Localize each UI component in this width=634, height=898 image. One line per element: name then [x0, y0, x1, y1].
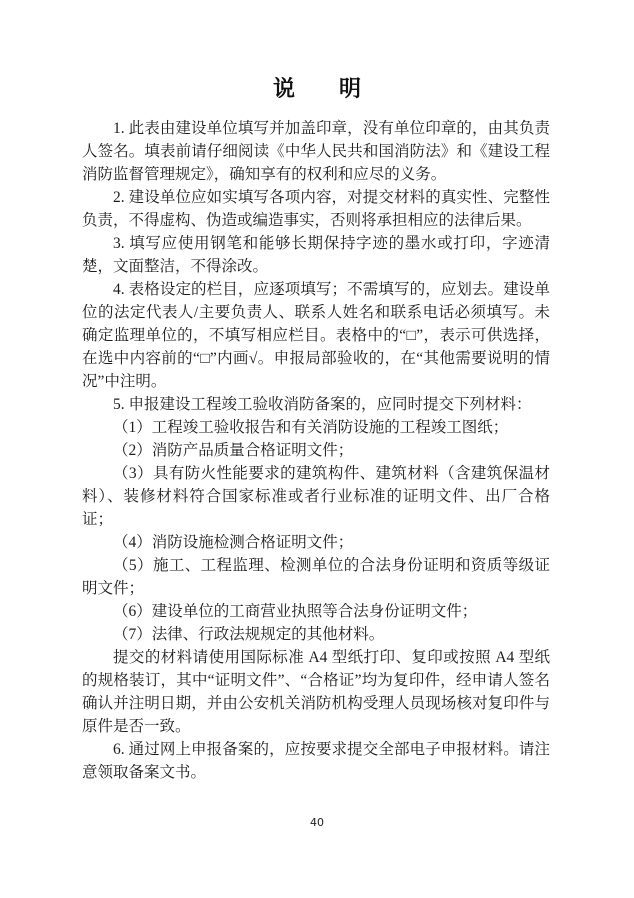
paragraph-6: 6. 通过网上申报备案的，应按要求提交全部电子申报材料。请注意领取备案文书。	[82, 741, 550, 781]
list-item-3: （3）具有防火性能要求的建筑构件、建筑材料（含建筑保温材料）、装修材料符合国家标准或者行业标准的证明文件、出厂合格证；	[82, 465, 550, 528]
list-item-5: （5）施工、工程监理、检测单位的合法身份证明和资质等级证明文件；	[82, 557, 550, 597]
document-body	[82, 117, 550, 784]
paragraph-materials-format: 提交的材料请使用国际标准 A4 型纸打印、复印或按照 A4 型纸的规格装订，其中“证明文件”、“合格证”均为复印件，经申请人签名确认并注明日期，并由公安机关消防机构受理人员现场核对复印件与原件是否一致。	[82, 649, 550, 735]
paragraph-1: 1. 此表由建设单位填写并加盖印章，没有单位印章的，由其负责人签名。填表前请仔细阅读《中华人民共和国消防法》和《建设工程消防监督管理规定》，确知享有的权利和应尽的义务。	[82, 120, 550, 183]
paragraph-4: 4. 表格设定的栏目，应逐项填写；不需填写的，应划去。建设单位的法定代表人/主要负责人、联系人姓名和联系电话必须填写。未确定监理单位的，不填写相应栏目。表格中的“□”，表示可供选择，在选中内容前的“□”内画√。申报局部验收的，在“其他需要说明的情况”中注明。	[82, 281, 550, 390]
list-item-7: （7）法律、行政法规规定的其他材料。	[113, 626, 385, 643]
paragraph-5: 5. 申报建设工程竣工验收消防备案的，应同时提交下列材料：	[113, 396, 532, 413]
paragraph-3: 3. 填写应使用钢笔和能够长期保持字迹的墨水或打印，字迹清楚，文面整洁，不得涂改。	[82, 235, 550, 275]
list-item-4: （4）消防设施检测合格证明文件；	[113, 534, 354, 551]
list-item-6: （6）建设单位的工商营业执照等合法身份证明文件；	[113, 603, 478, 620]
list-item-2: （2）消防产品质量合格证明文件；	[113, 442, 354, 459]
page-number: 40	[310, 816, 324, 829]
list-item-1: （1）工程竣工验收报告和有关消防设施的工程竣工图纸；	[113, 419, 509, 436]
page-title: 说 明	[272, 77, 361, 102]
paragraph-2: 2. 建设单位应如实填写各项内容，对提交材料的真实性、完整性负责，不得虚构、伪造或编造事实，否则将承担相应的法律后果。	[82, 189, 550, 229]
